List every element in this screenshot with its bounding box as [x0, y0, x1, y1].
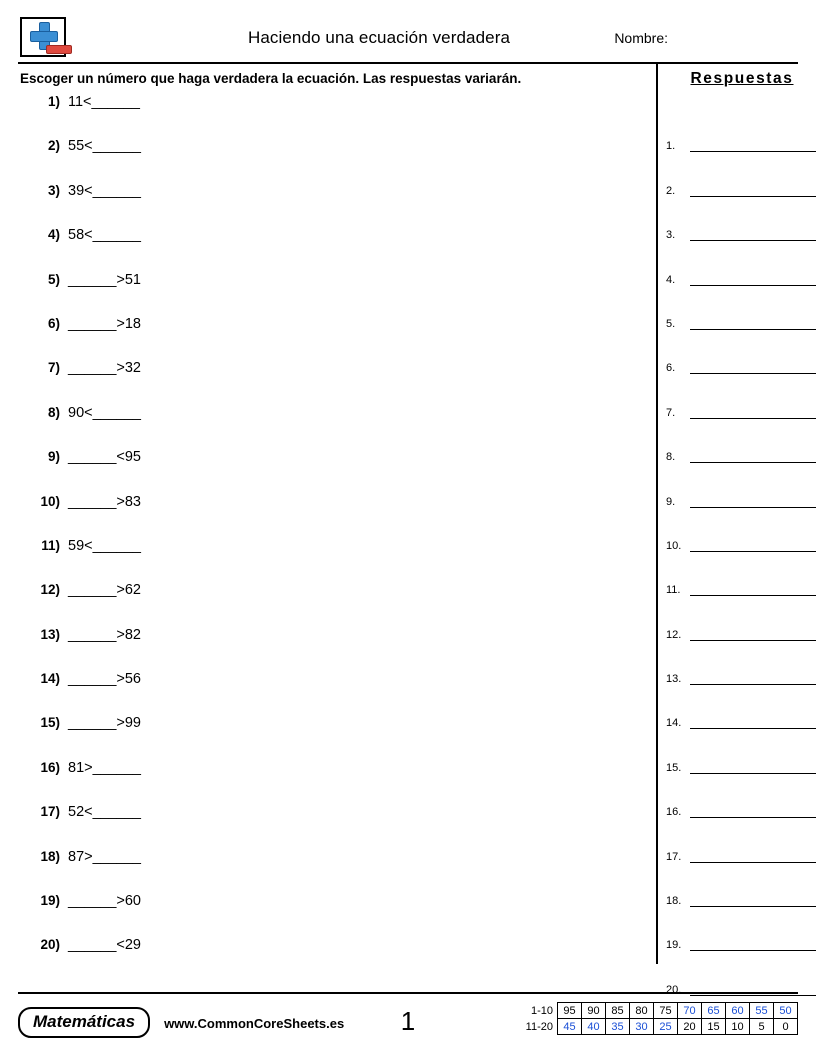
- answer-blank[interactable]: [690, 493, 816, 508]
- problem-item: [18, 227, 648, 271]
- grading-scale-row-2: [522, 1019, 798, 1035]
- answer-row[interactable]: [666, 463, 816, 507]
- answer-row[interactable]: [666, 508, 816, 552]
- problem-number: 2): [47, 138, 60, 154]
- answer-blank[interactable]: [690, 359, 816, 374]
- problem-number: 6): [47, 315, 60, 331]
- answer-blank[interactable]: [690, 848, 816, 863]
- problem-item: [18, 138, 648, 182]
- problem-text[interactable]: 90<______: [68, 404, 141, 421]
- problem-text[interactable]: ______>18: [68, 315, 141, 332]
- page-title: Haciendo una ecuación verdadera: [247, 28, 511, 47]
- red-bar-icon: [46, 45, 72, 54]
- scale-cell: 10: [726, 1019, 750, 1035]
- answer-row[interactable]: [666, 641, 816, 685]
- problem-number: 16): [40, 759, 60, 775]
- answer-number: 15.: [666, 761, 682, 774]
- answer-number: 19.: [666, 939, 682, 952]
- problem-item: [18, 316, 648, 360]
- brand-badge: Matemáticas: [18, 1007, 150, 1038]
- page-number: 1: [400, 1006, 416, 1036]
- answer-number: 16.: [666, 806, 682, 819]
- scale-cell: 60: [726, 1003, 750, 1019]
- answer-blank[interactable]: [690, 182, 816, 197]
- problem-text[interactable]: ______>62: [68, 582, 141, 599]
- scale-cell: 55: [750, 1003, 774, 1019]
- answer-number: 11.: [666, 584, 681, 597]
- answer-row[interactable]: [666, 818, 816, 862]
- answer-row[interactable]: [666, 286, 816, 330]
- problem-number: 10): [40, 493, 60, 509]
- grading-scale-row1-label: 1-10: [530, 1004, 553, 1017]
- answer-row[interactable]: [666, 552, 816, 596]
- problem-item: [18, 804, 648, 848]
- scale-cell: 70: [678, 1003, 702, 1019]
- answers-list: [666, 108, 816, 996]
- name-field-label: Nombre:: [614, 30, 668, 46]
- answer-blank[interactable]: [690, 537, 816, 552]
- scale-cell: 15: [702, 1019, 726, 1035]
- answer-row[interactable]: [666, 152, 816, 196]
- problem-text[interactable]: 11<______: [68, 94, 140, 110]
- problem-number: 12): [40, 582, 60, 598]
- answer-row[interactable]: [666, 330, 816, 374]
- answer-number: 14.: [666, 717, 682, 730]
- problem-item: [18, 405, 648, 449]
- problem-number: 19): [40, 893, 60, 909]
- scale-cell: 40: [582, 1019, 606, 1035]
- logo: [20, 17, 80, 59]
- problem-text[interactable]: ______>56: [68, 671, 141, 688]
- answer-number: 13.: [666, 673, 682, 686]
- problem-number: 18): [40, 848, 60, 864]
- problem-item: [18, 272, 648, 316]
- problem-text[interactable]: ______<29: [68, 937, 141, 954]
- answer-number: 5.: [666, 317, 676, 330]
- scale-cell: 35: [606, 1019, 630, 1035]
- answer-blank[interactable]: [690, 448, 816, 463]
- answer-row[interactable]: [666, 863, 816, 907]
- problem-text[interactable]: 58<______: [68, 227, 141, 244]
- problem-text[interactable]: 81>______: [68, 759, 141, 776]
- problem-text[interactable]: ______>82: [68, 626, 141, 643]
- answer-row[interactable]: [666, 108, 816, 152]
- answer-number: 3.: [666, 229, 676, 242]
- scale-cell: 80: [630, 1003, 654, 1019]
- problem-number: 11): [41, 537, 60, 553]
- problem-item: [18, 360, 648, 404]
- problem-number: 20): [40, 937, 60, 953]
- answer-number: 18.: [666, 895, 682, 908]
- problem-number: 5): [47, 271, 60, 287]
- problem-item: [18, 760, 648, 804]
- answer-row[interactable]: [666, 729, 816, 773]
- grading-scale-row-1: [522, 1003, 798, 1019]
- scale-cell: 20: [678, 1019, 702, 1035]
- problem-item: [18, 538, 648, 582]
- problem-item: [18, 893, 648, 937]
- scale-cell: 45: [558, 1019, 582, 1035]
- problem-number: 15): [40, 715, 60, 731]
- answer-number: 6.: [666, 362, 676, 375]
- answer-blank[interactable]: [690, 759, 816, 774]
- scale-cell: 65: [702, 1003, 726, 1019]
- scale-cell: 5: [750, 1019, 774, 1035]
- scale-cell: 50: [774, 1003, 798, 1019]
- scale-cell: 0: [774, 1019, 798, 1035]
- problem-number: 7): [47, 360, 60, 376]
- grading-scale: [522, 1002, 798, 1035]
- problem-number: 13): [40, 626, 60, 642]
- page-footer: [18, 992, 798, 1044]
- answer-number: 7.: [666, 406, 676, 419]
- problem-text[interactable]: 39<______: [68, 182, 141, 199]
- problem-number: 3): [47, 182, 60, 198]
- problem-item: [18, 582, 648, 626]
- answer-blank[interactable]: [690, 714, 816, 729]
- problem-number: 4): [47, 227, 60, 243]
- problems-column: [18, 64, 648, 982]
- answer-blank[interactable]: [690, 137, 816, 152]
- scale-cell: 90: [582, 1003, 606, 1019]
- answer-number: 20.: [666, 983, 682, 996]
- answer-blank[interactable]: [690, 271, 816, 286]
- problem-item: [18, 715, 648, 759]
- problem-item: [18, 671, 648, 715]
- problem-text[interactable]: 87>______: [68, 848, 141, 865]
- problem-text[interactable]: 52<______: [68, 804, 141, 821]
- answer-blank[interactable]: [690, 315, 816, 330]
- scale-cell: 75: [654, 1003, 678, 1019]
- answer-blank[interactable]: [690, 670, 816, 685]
- answer-number: 8.: [666, 451, 676, 464]
- scale-cell: 95: [558, 1003, 582, 1019]
- column-divider: [656, 64, 658, 964]
- answer-row[interactable]: [666, 774, 816, 818]
- problem-text[interactable]: ______>99: [68, 715, 141, 732]
- instructions: Escoger un número que haga verdadera la ecuación. Las respuestas variarán.: [20, 71, 522, 86]
- answer-blank[interactable]: [690, 803, 816, 818]
- answer-blank[interactable]: [690, 936, 816, 951]
- problem-number: 14): [40, 671, 60, 687]
- answer-blank[interactable]: [690, 404, 816, 419]
- answer-number: 2.: [666, 184, 676, 197]
- site-url: www.CommonCoreSheets.es: [164, 1015, 345, 1031]
- answer-blank[interactable]: [690, 226, 816, 241]
- problem-item: [18, 449, 648, 493]
- problem-item: [18, 937, 648, 981]
- answer-number: 10.: [666, 539, 682, 552]
- scale-cell: 30: [630, 1019, 654, 1035]
- problem-item: [18, 494, 648, 538]
- problem-text[interactable]: ______>60: [68, 893, 141, 910]
- answer-number: 4.: [666, 273, 676, 286]
- problem-number: 9): [47, 449, 60, 465]
- problem-text[interactable]: ______<95: [68, 449, 141, 466]
- answer-row[interactable]: [666, 241, 816, 285]
- answer-number: 12.: [666, 628, 682, 641]
- problem-number: 17): [40, 804, 60, 820]
- problem-number: 1): [47, 94, 60, 109]
- answer-row[interactable]: [666, 685, 816, 729]
- answer-row[interactable]: [666, 907, 816, 951]
- problem-list: [18, 94, 648, 982]
- answer-row[interactable]: [666, 596, 816, 640]
- grading-scale-row2-label: 11-20: [525, 1020, 553, 1033]
- problem-item: [18, 627, 648, 671]
- problem-number: 8): [47, 404, 60, 420]
- answer-number: 9.: [666, 495, 676, 508]
- answer-number: 17.: [666, 850, 682, 863]
- problem-item: [18, 849, 648, 893]
- answer-row[interactable]: [666, 951, 816, 995]
- problem-item: [18, 94, 648, 138]
- answer-blank[interactable]: [690, 581, 816, 596]
- page-header: [18, 14, 798, 64]
- worksheet-body: [18, 64, 798, 996]
- answer-blank[interactable]: [690, 892, 816, 907]
- problem-text[interactable]: ______>83: [68, 493, 141, 510]
- problem-text[interactable]: 59<______: [68, 537, 141, 554]
- answer-number: 1.: [666, 140, 676, 153]
- answer-row[interactable]: [666, 374, 816, 418]
- problem-text[interactable]: ______>51: [68, 271, 141, 288]
- scale-cell: 85: [606, 1003, 630, 1019]
- problem-text[interactable]: 55<______: [68, 138, 141, 155]
- scale-cell: 25: [654, 1019, 678, 1035]
- problem-text[interactable]: ______>32: [68, 360, 141, 377]
- answer-row[interactable]: [666, 419, 816, 463]
- answer-row[interactable]: [666, 197, 816, 241]
- answers-column: [666, 64, 816, 996]
- answers-title: Respuestas: [690, 70, 794, 87]
- answer-blank[interactable]: [690, 626, 816, 641]
- problem-item: [18, 183, 648, 227]
